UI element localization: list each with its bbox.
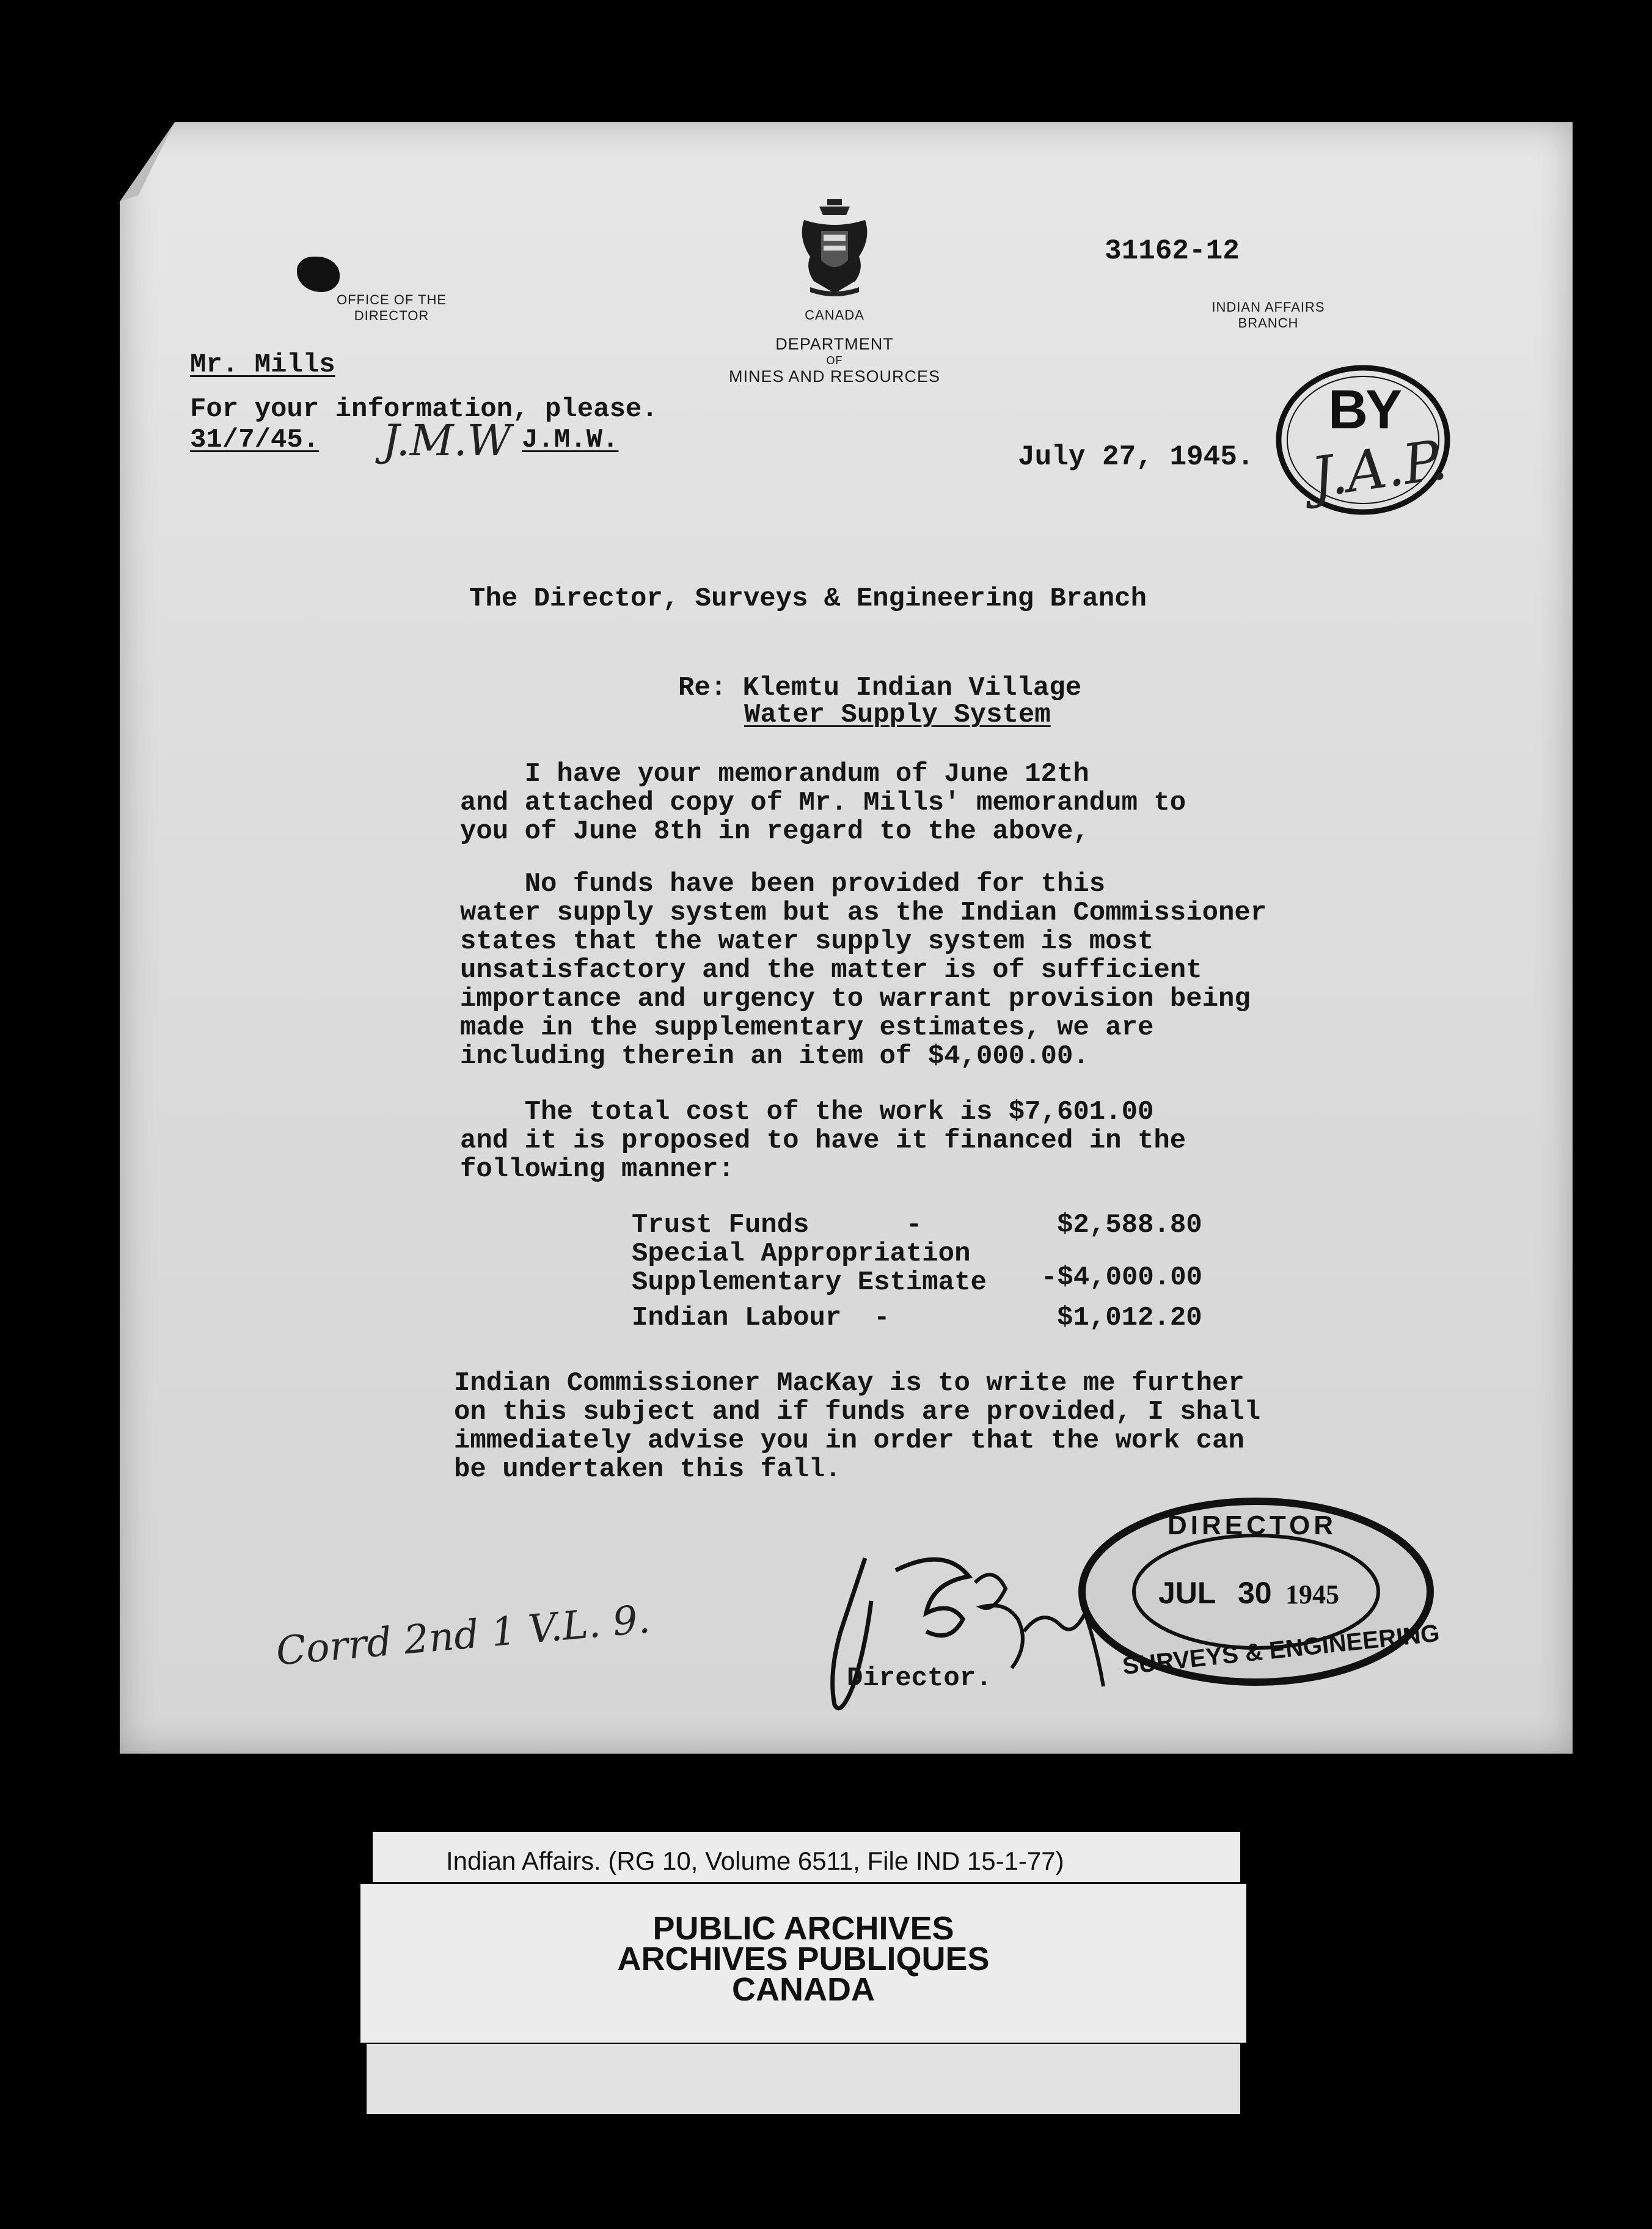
financing-row [632,1240,1365,1269]
para3-line2: and it is proposed to have it financed in the [460,1125,1186,1156]
country-label: CANADA [805,307,864,323]
para2-line3: states that the water supply system is most [460,926,1154,957]
financing-amount: $2,588.80 [1057,1210,1202,1240]
para2-line2: water supply system but as the Indian Commissioner [460,898,1267,928]
archive-title-line3: CANADA [732,1971,875,2008]
office-label [321,292,462,324]
routing-initials: J.M.W. [522,425,619,455]
department-line1: DEPARTMENT [775,335,894,353]
financing-amount: -$4,000.00 [1041,1262,1203,1293]
routing-date: 31/7/45. [190,425,320,455]
handwritten-note: Corrd 2nd 1 V.L. 9. [274,1597,652,1675]
received-stamp-top: DIRECTOR [1168,1510,1337,1540]
by-stamp-initials: J.A.P. [1307,428,1451,510]
recipient: The Director, Surveys & Engineering Branch [469,584,1147,614]
financing-amount: $1,012.20 [1057,1303,1202,1333]
para1-line1: I have your memorandum of June 12th [460,759,1089,789]
financing-row [632,1212,1365,1240]
branch-label [1189,299,1348,331]
routing-line2: For your information, please. [190,394,658,425]
archive-reference: Indian Affairs. (RG 10, Volume 6511, File IND 15-1-77) [446,1847,1064,1875]
financing-label: Supplementary Estimate [632,1267,987,1298]
file-number: 31162-12 [1105,235,1240,267]
para1-line2: and attached copy of Mr. Mills' memorandum to [460,788,1186,818]
coat-of-arms-icon [792,196,877,299]
ink-blot [297,257,340,292]
archive-bottom-strip [367,2044,1240,2114]
paragraph-1 [460,761,1186,847]
department-line2: OF [826,354,843,367]
paragraph-3 [460,1099,1186,1185]
para3-line3: following manner: [460,1154,734,1185]
financing-row [632,1305,1365,1333]
department-label [691,335,978,386]
para1-line3: you of June 8th in regard to the above, [460,816,1089,847]
subject-line2: Water Supply System [744,700,1051,730]
letter-date: July 27, 1945. [1018,441,1254,473]
letter-sheet [120,122,1573,1754]
financing-table [632,1212,1365,1333]
folded-corner [120,122,175,202]
paragraph-4 [454,1370,1260,1485]
office-label-line1: OFFICE OF THE [336,292,447,307]
financing-row [632,1262,1365,1305]
para2-line4: unsatisfactory and the matter is of sufficient [460,955,1202,986]
para4-line1: Indian Commissioner MacKay is to write me further [454,1368,1244,1399]
financing-label: Special Appropriation [632,1239,971,1269]
para2-line7: including therein an item of $4,000.00. [460,1041,1089,1072]
signature-title: Director. [847,1663,992,1694]
routing-addressee: Mr. Mills [190,350,335,380]
by-stamp-label: BY [1328,379,1400,441]
archive-title-line1: PUBLIC ARCHIVES [652,1910,954,1947]
received-stamp-year: 1945 [1285,1579,1339,1609]
para2-line6: made in the supplementary estimates, we are [460,1012,1154,1043]
para4-line2: on this subject and if funds are provided, I shall [454,1397,1261,1427]
financing-label: Trust Funds - [632,1210,923,1240]
archive-title-line2: ARCHIVES PUBLIQUES [617,1941,990,1977]
para4-line3: immediately advise you in order that the work can [454,1426,1244,1456]
archive-title-strip [360,1882,1246,2044]
received-stamp-day: 30 [1238,1576,1272,1610]
branch-line1: INDIAN AFFAIRS [1212,299,1325,315]
received-stamp-bottom: SURVEYS & ENGINEERING [1121,1619,1441,1680]
archive-reference-strip [373,1832,1240,1890]
financing-label: Indian Labour - [632,1303,890,1333]
branch-line2: BRANCH [1238,315,1299,331]
para4-line4: be undertaken this fall. [454,1454,841,1485]
para3-line1: The total cost of the work is $7,601.00 [460,1097,1154,1127]
received-stamp-month: JUL [1158,1576,1216,1610]
subject-line1: Re: Klemtu Indian Village [678,673,1082,703]
para2-line5: importance and urgency to warrant provision being [460,984,1251,1014]
paragraph-2 [460,871,1266,1072]
handwritten-initials: J.M.W [382,415,511,466]
office-label-line2: DIRECTOR [354,308,429,323]
para2-line1: No funds have been provided for this [460,869,1106,899]
department-line3: MINES AND RESOURCES [728,367,941,386]
archive-title [360,1910,1246,2008]
